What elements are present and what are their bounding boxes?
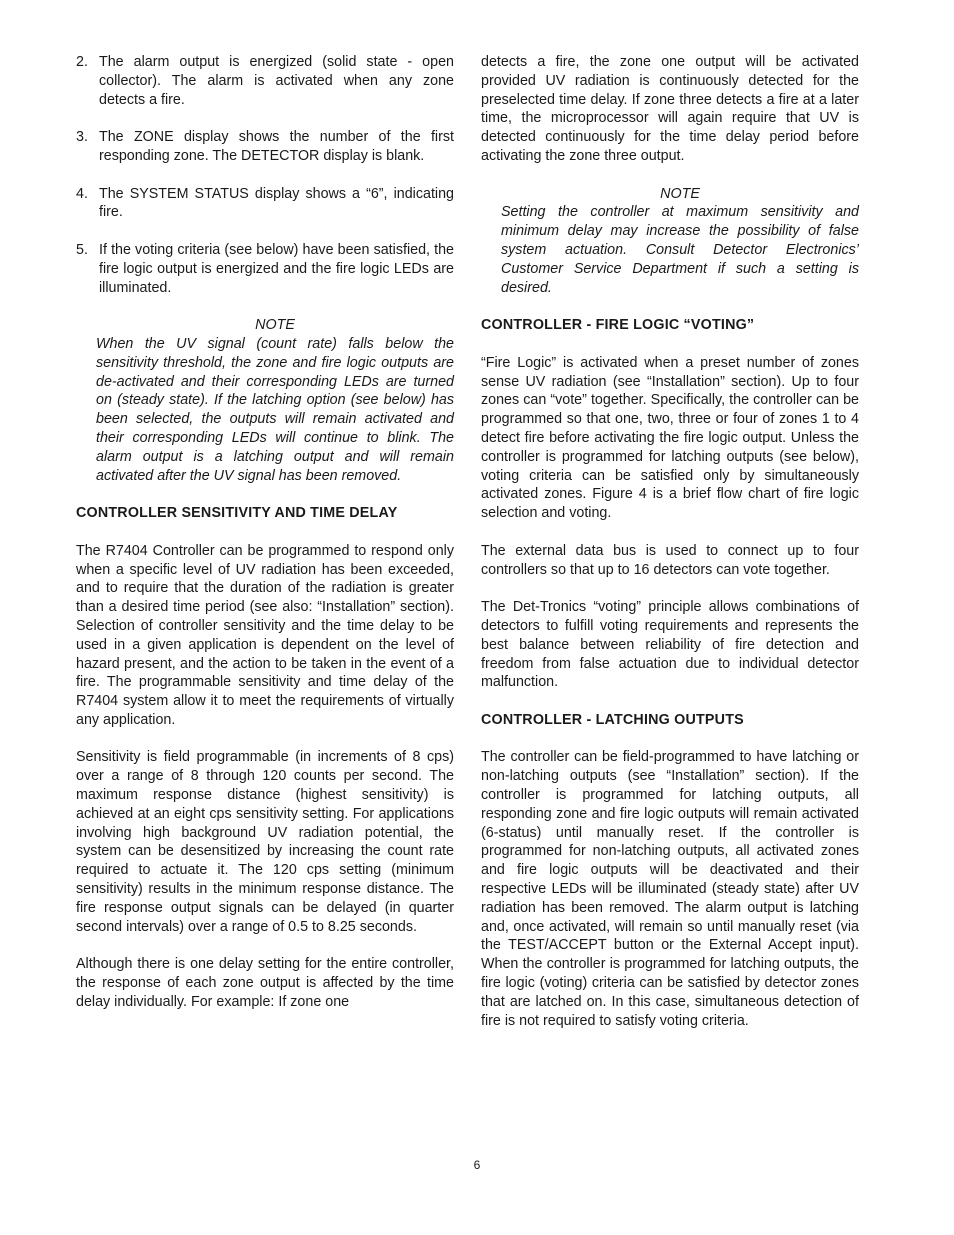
note-title: NOTE — [660, 185, 700, 202]
section-heading-voting: CONTROLLER - FIRE LOGIC “VOTING” — [481, 317, 755, 334]
paragraph: Sensitivity is field programmable (in increments of 8 cps) over a range of 8 through 120 counts per second. The maximum response distance (highest sensitivity) is achieved at an eight cps sensitivity setting. For applications involving high background UV radiation potential, the system can be desensitized by increasing the count rate required to actuate it. The 120 cps setting (minimum sensitivity) results in the minimum response distance. The fire response output signals can be delayed (in quarter second intervals) over a range of 0.5 to 8.25 seconds. — [76, 749, 454, 935]
note-title: NOTE — [255, 317, 295, 334]
list-item-text: The alarm output is energized (solid state - open collector). The alarm is activated when any zone detects a fire. — [99, 54, 454, 108]
paragraph: The controller can be field-programmed to have latching or non-latching outputs (see “Installation” section). If the controller is programmed for latching outputs, all responding zone and fire logic outputs will remain activated (6-status) until manually reset. If the controller is programmed for non-latching outputs, all activated zones and fire logic outputs will be deactivated and their respective LEDs will be illuminated (steady state) after UV radiation has been removed. The alarm output is latching and, once activated, will remain so until manually reset (via the TEST/ACCEPT button or the External Accept input). When the controller is programmed for latching outputs, the fire logic (voting) criteria can be satisfied by detector zones that are latched on. In this case, simultaneous detection of fire is not required to satisfy voting criteria. — [481, 749, 859, 1029]
section-heading-latching: CONTROLLER - LATCHING OUTPUTS — [481, 711, 744, 728]
list-item-number: 4. — [76, 185, 88, 202]
sensitivity-note — [501, 185, 859, 298]
list-item-number: 3. — [76, 129, 88, 146]
right-column — [481, 53, 859, 1049]
list-item-number: 5. — [76, 241, 88, 258]
list-item-text: The SYSTEM STATUS display shows a “6”, indicating fire. — [99, 185, 454, 221]
paragraph: “Fire Logic” is activated when a preset number of zones sense UV radiation (see “Installation” section). Up to four zones can “vote” together. Specifically, the controller can be programmed so that one, two, three or four of zones 1 to 4 detect fire before activating the fire logic output. Unless the controller is programmed for latching outputs (see below), voting criteria can be satisfied only by simultaneously activated zones. Figure 4 is a brief flow chart of fire logic selection and voting. — [481, 354, 859, 522]
list-item — [76, 241, 454, 297]
list-item-text: If the voting criteria (see below) have been satisfied, the fire logic output is energized and the fire logic LEDs are illuminated. — [99, 241, 454, 296]
paragraph: The external data bus is used to connect up to four controllers so that up to 16 detectors can vote together. — [481, 542, 859, 578]
note-text: Setting the controller at maximum sensitivity and minimum delay may increase the possibility of false system actuation. Consult Detector Electronics’ Customer Service Department if such a setting is desired. — [501, 204, 859, 296]
list-item — [76, 53, 454, 109]
paragraph: detects a fire, the zone one output will be activated provided UV radiation is continuously detected for the preselected time delay. If zone three detects a fire at a later time, the microprocessor will again require that UV is detected continuously for the time delay period before activating the zone three output. — [481, 54, 859, 164]
list-item-text: The ZONE display shows the number of the first responding zone. The DETECTOR display is blank. — [99, 129, 454, 164]
left-column — [76, 53, 454, 1030]
list-item — [76, 185, 454, 223]
section-heading-sensitivity: CONTROLLER SENSITIVITY AND TIME DELAY — [76, 505, 398, 522]
list-item — [76, 128, 454, 166]
latching-note — [96, 316, 454, 485]
paragraph: The R7404 Controller can be programmed to respond only when a specific level of UV radiation has been exceeded, and to require that the duration of the radiation is greater than a desired time period (see also: “Installation” section). Selection of controller sensitivity and the time delay to be used in a given application is dependent on the level of hazard present, and the action to be taken in the event of a fire. The programmable sensitivity and time delay of the R7404 system allow it to meet the requirements of virtually any application. — [76, 542, 454, 728]
note-text: When the UV signal (count rate) falls below the sensitivity threshold, the zone and fire logic outputs are de-activated and their corresponding LEDs are turned on (steady state). If the latching option (see below) has been selected, the outputs will remain activated and their corresponding LEDs will continue to blink. The alarm output is a latching output and will remain activated after the UV signal has been removed. — [96, 335, 454, 484]
list-item-number: 2. — [76, 54, 88, 70]
page-number: 6 — [473, 1158, 481, 1172]
paragraph: The Det-Tronics “voting” principle allows combinations of detectors to fulfill voting requirements and represents the best balance between reliability of fire detection and freedom from false actuation due to individual detector malfunction. — [481, 599, 859, 691]
paragraph: Although there is one delay setting for the entire controller, the response of each zone output is affected by the time delay individually. For example: If zone one — [76, 956, 454, 1010]
numbered-steps — [76, 53, 454, 297]
